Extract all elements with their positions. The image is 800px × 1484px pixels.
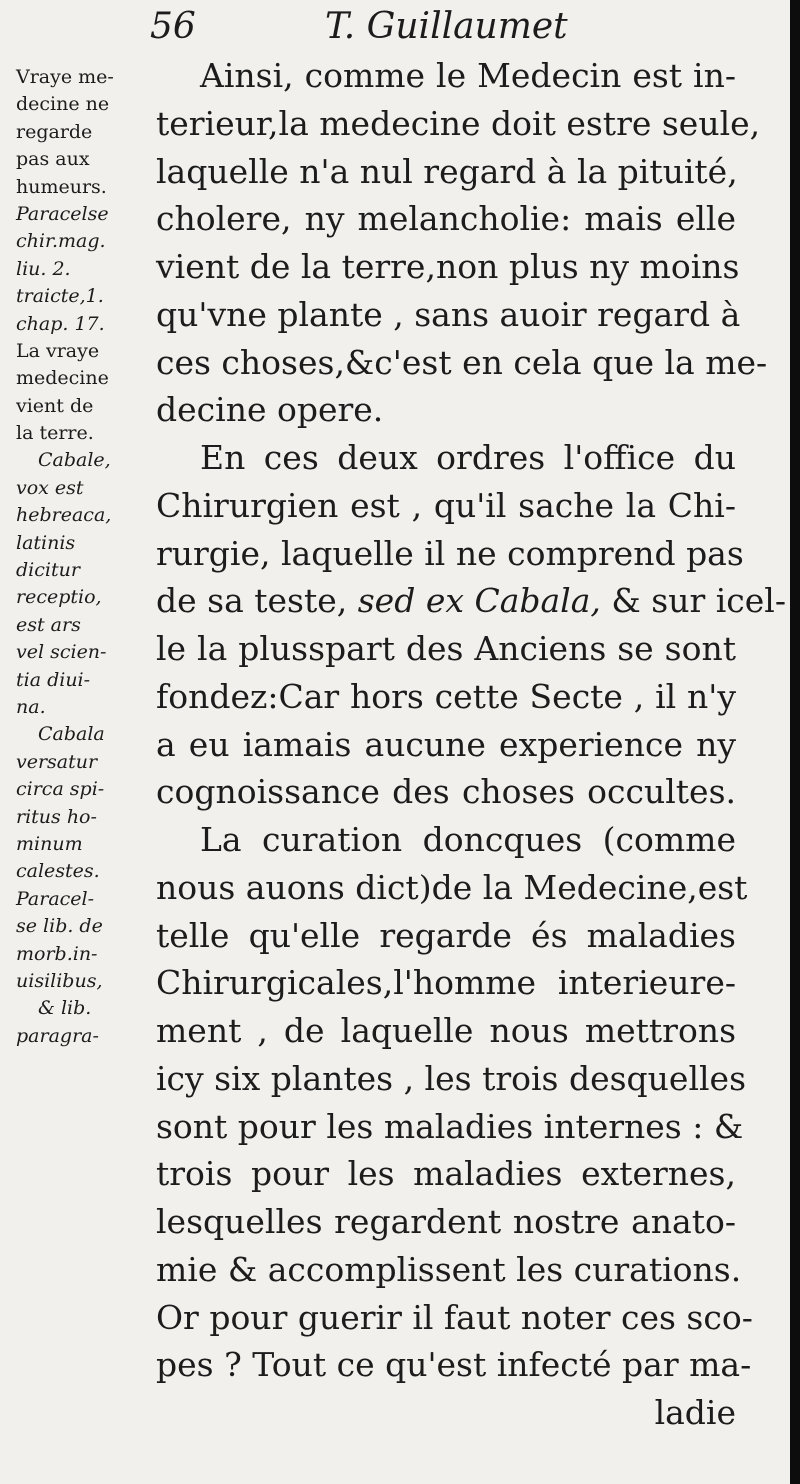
text-line: Chirurgicales,l'homme interieure- [156, 963, 736, 1003]
text-line: laquelle n'a nul regard à la pituité, [156, 151, 738, 191]
margin-line: liu. 2. [16, 257, 71, 280]
margin-line: dicitur [16, 559, 80, 582]
text-line: telle qu'elle regarde és maladies [156, 915, 736, 955]
latin-phrase: sed ex Cabala, [357, 581, 601, 621]
margin-line: Vraye me- [16, 66, 114, 88]
text-line: qu'vne plante , sans auoir regard à [156, 294, 741, 334]
marginal-notes [16, 64, 154, 1050]
text-line: Or pour guerir il faut noter ces sco- [156, 1297, 753, 1337]
margin-line: paragra- [16, 1024, 99, 1047]
margin-line: na. [16, 695, 46, 718]
margin-line: Cabala [38, 723, 105, 746]
margin-line: pas aux [16, 148, 90, 171]
margin-line: humeurs. [16, 175, 107, 198]
text-line: cholere, ny melancholie: mais elle [156, 199, 736, 239]
margin-line: Paracelse [16, 202, 109, 225]
text-line: ment , de laquelle nous mettrons [156, 1011, 736, 1050]
text-line: En ces deux ordres l'office du [200, 438, 736, 477]
text-line: cognoissance des choses occultes. [156, 772, 736, 812]
page-number: 56 [150, 6, 196, 47]
margin-line: chir.mag. [16, 230, 106, 253]
margin-line: & lib. [38, 997, 92, 1020]
text-line: rurgie, laquelle il ne comprend pas [156, 533, 744, 573]
margin-line: se lib. de [16, 915, 103, 938]
text-line: decine opere. [156, 390, 384, 430]
text-line: Chirurgien est , qu'il sache la Chi- [156, 485, 736, 525]
margin-line: circa spi- [16, 778, 105, 801]
text-line: fondez:Car hors cette Secte , il n'y [156, 676, 736, 716]
text-line: a eu iamais aucune experience ny [156, 724, 736, 764]
text-line: lesquelles regardent nostre anato- [156, 1202, 736, 1241]
margin-line: chap. 17. [16, 312, 105, 335]
margin-line: decine ne [16, 93, 110, 116]
text-line: le la plusspart des Anciens se sont [156, 629, 736, 668]
margin-line: Cabale, [38, 449, 111, 472]
margin-line: versatur [16, 750, 98, 773]
margin-line: ritus ho- [16, 805, 97, 828]
margin-line: la terre. [16, 422, 94, 445]
margin-line: hebreaca, [16, 504, 112, 527]
text-line: pes ? Tout ce qu'est infecté par ma- [156, 1345, 752, 1385]
margin-line: medecine [16, 367, 109, 390]
margin-line: vox est [16, 476, 84, 499]
margin-line: traicte,1. [16, 285, 104, 308]
margin-line: La vraye [16, 339, 100, 362]
margin-line: vient de [16, 394, 94, 417]
margin-line: tia diui- [16, 668, 91, 691]
running-header [0, 6, 790, 52]
margin-line: latinis [16, 531, 76, 554]
text-line: ces choses,&c'est en cela que la me- [156, 342, 768, 382]
text-line: trois pour les maladies externes, [156, 1154, 736, 1194]
main-text [156, 52, 786, 1437]
text-line: Ainsi, comme le Medecin est in- [200, 56, 736, 95]
margin-line: morb.in- [16, 942, 98, 965]
margin-line: Paracel- [16, 887, 95, 910]
text-line: ladie [654, 1393, 736, 1432]
text-line: terieur,la medecine doit estre seule, [156, 103, 761, 143]
text-line: La curation doncques (comme [200, 820, 736, 859]
margin-line: receptio, [16, 586, 102, 609]
margin-line: vel scien- [16, 641, 107, 664]
margin-line: minum [16, 832, 83, 855]
margin-line: est ars [16, 613, 81, 636]
text-segment: de sa teste, [156, 581, 348, 621]
running-title: T. Guillaumet [325, 6, 568, 47]
margin-line: uisilibus, [16, 969, 103, 992]
text-line: icy six plantes , les trois desquelles [156, 1058, 747, 1098]
text-segment: & sur icel- [611, 581, 786, 621]
margin-line: calestes. [16, 860, 100, 883]
text-line [156, 577, 786, 625]
text-line: sont pour les maladies internes : & [156, 1106, 744, 1146]
page-edge-shadow [790, 0, 800, 1484]
margin-line: regarde [16, 120, 93, 143]
text-line: mie & accomplissent les curations. [156, 1249, 742, 1289]
text-line: vient de la terre,non plus ny moins [156, 247, 740, 286]
text-line: nous auons dict)de la Medecine,est [156, 867, 748, 907]
